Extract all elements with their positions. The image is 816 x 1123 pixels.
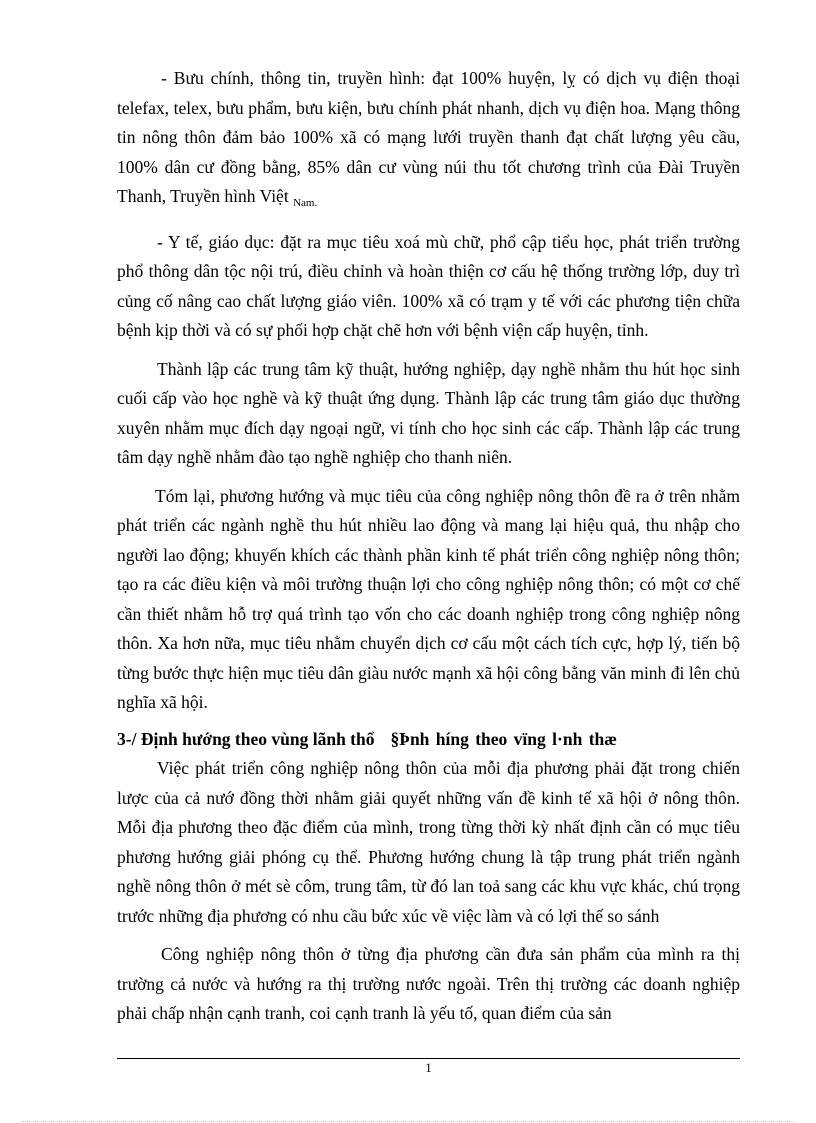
footer-divider	[117, 1058, 740, 1059]
paragraph-training-centers: Thành lập các trung tâm kỹ thuật, hướng nghiệp, dạy nghề nhằm thu hút học sinh cuối cấp vào học nghề và kỹ thuật ứng dụng. Thành lập các trung tâm giáo dục thường xuyên nhằm mục đích dạy ngoại ngữ, vi tính cho học sinh các cấp. Thành lập các trung tâm dạy nghề nhằm đào tạo nghề nghiệp cho thanh niên.	[117, 358, 740, 467]
page-number: 1	[425, 1060, 432, 1075]
paragraph-regional-development: Việc phát triển công nghiệp nông thôn của mỗi địa phương phải đặt trong chiến lược của cả nướ đồng thời nhằm giải quyết những vấn đề kinh tế xã hội ở nông thôn. Mỗi địa phương theo đặc điểm của mình, trong từng thời kỳ nhất định cần có mục tiêu phương hướng giải phóng cụ thể. Phương hướng chung là tập trung phát triển ngành nghề nông thôn ở mét sè côm, trung tâm, từ đó lan toả sang các khu vực khác, chú trọng trước những địa phương có nhu cầu bức xúc về việc làm và có lợi thế so sánh	[117, 758, 740, 926]
paragraph-postal-telecom	[117, 64, 740, 219]
paragraph-health-education: - Y tế, giáo dục: đặt ra mục tiêu xoá mù chữ, phổ cập tiểu học, phát triển trường phổ thông dân tộc nội trú, điều chỉnh và hoàn thiện cơ cấu hệ thống trường lớp, duy trì củng cố nâng cao chất lượng giáo viên. 100% xã có trạm y tế với các phương tiện chữa bệnh kịp thời và có sự phối hợp chặt chẽ hơn với bệnh viện cấp huyện, tỉnh.	[117, 231, 740, 340]
section-heading	[117, 725, 740, 755]
subscript-word: Nam	[293, 197, 315, 209]
heading-text: 3-/ Định hướng theo vùng lãnh thổ	[117, 728, 375, 749]
paragraph-market: Công nghiệp nông thôn ở từng địa phương cần đưa sản phẩm của mình ra thị trường cả nước và hướng ra thị trường nước ngoài. Trên thị trường các doanh nghiệp phải chấp nhận cạnh tranh, coi cạnh tranh là yếu tố, quan điểm của sản	[117, 944, 740, 1023]
page-edge-dotted-line	[22, 1121, 794, 1122]
page-body	[117, 64, 740, 1038]
paragraph-text: - Bưu chính, thông tin, truyền hình: đạt 100% huyện, lỵ có dịch vụ điện thoại telefax, telex, bưu phẩm, bưu kiện, bưu chính phát nhanh, dịch vụ điện hoa. Mạng thông tin nông thôn đảm bảo 100% xã có mạng lưới truyền thanh đạt chất lượng yêu cầu, 100% dân cư đồng bằng, 85% dân cư vùng núi thu tốt chương trình của Đài Truyền Thanh, Truyền hình Việt	[117, 68, 740, 206]
heading-garbled-text: §Þnh híng theo vïng l·nh thæ	[390, 728, 617, 749]
end-mark: .	[314, 197, 318, 209]
paragraph-summary: Tóm lại, phương hướng và mục tiêu của công nghiệp nông thôn đề ra ở trên nhằm phát triển các ngành nghề thu hút nhiều lao động và mang lại hiệu quả, thu nhập cho người lao động; khuyến khích các thành phần kinh tế phát triển công nghiệp nông thôn; tạo ra các điều kiện và môi trường thuận lợi cho công nghiệp nông thôn; có một cơ chế cần thiết nhằm hỗ trợ quá trình tạo vốn cho các doanh nghiệp trong công nghiệp nông thôn. Xa hơn nữa, mục tiêu nhằm chuyển dịch cơ cấu một cách tích cực, hợp lý, tiến bộ từng bước thực hiện mục tiêu dân giàu nước mạnh xã hội công bằng văn minh đi lên chủ nghĩa xã hội.	[117, 485, 740, 712]
